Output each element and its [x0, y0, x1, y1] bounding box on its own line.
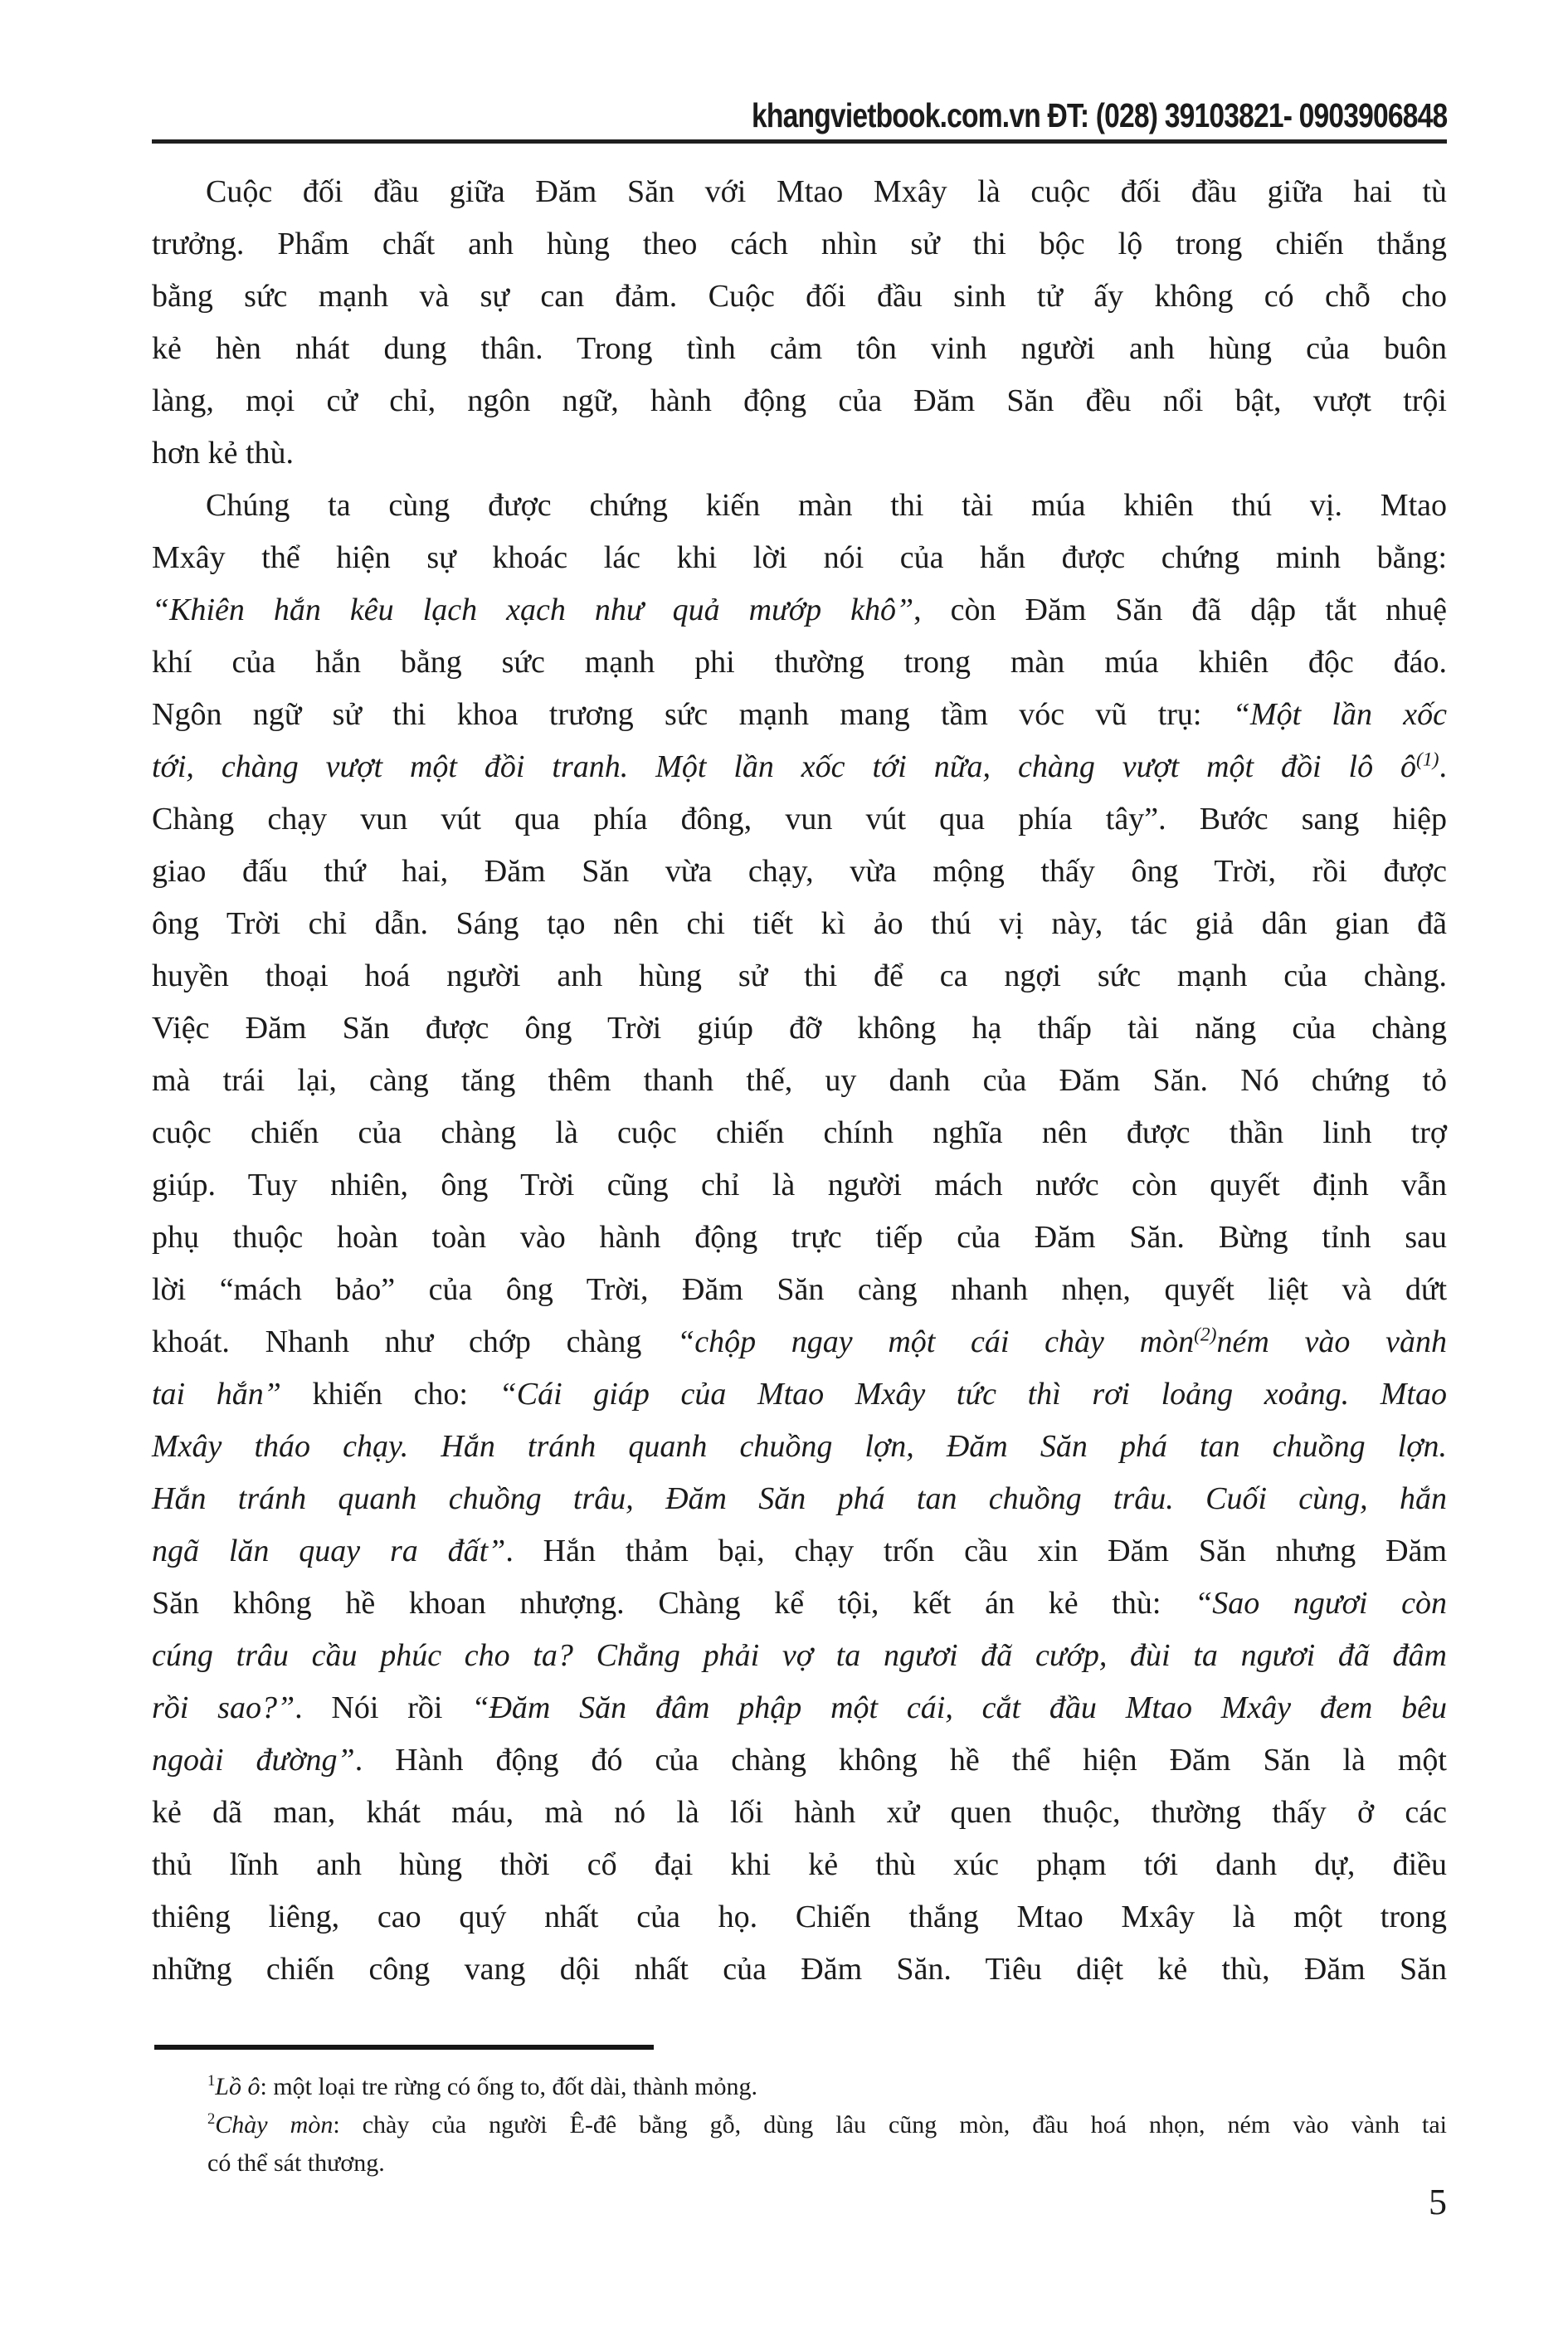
body-line — [152, 1578, 1447, 1630]
body-line — [152, 1212, 1447, 1264]
text-segment: Chúng ta cùng được chứng kiến màn thi tài múa khiên thú vị. Mtao — [206, 488, 1447, 523]
text-segment: tai hắn” — [152, 1377, 281, 1412]
text-segment: lời “mách bảo” của ông Trời, Đăm Săn càng nhanh nhẹn, quyết liệt và dứt — [152, 1272, 1447, 1307]
body-line — [152, 1055, 1447, 1107]
text-segment: . — [1439, 749, 1447, 784]
header-site-and-phone: khangvietbook.com.vn ĐT: (028) 39103821- 0903906848 — [751, 96, 1447, 134]
body-line — [152, 1839, 1447, 1891]
text-segment: Việc Đăm Săn được ông Trời giúp đỡ không hạ thấp tài năng của chàng — [152, 1011, 1447, 1046]
text-segment: , còn Đăm Săn đã dập tắt nhuệ — [913, 593, 1448, 627]
body-line — [152, 1682, 1447, 1734]
text-segment: làng, mọi cử chỉ, ngôn ngữ, hành động của Đăm Săn đều nổi bật, vượt trội — [152, 383, 1447, 418]
text-segment: có thể sát thương. — [207, 2149, 385, 2177]
body-line — [152, 218, 1447, 271]
text-segment: “Một lần xốc — [1232, 697, 1447, 732]
footnote-separator-rule — [154, 2045, 654, 2050]
text-segment: ông Trời chỉ dẫn. Sáng tạo nên chi tiết kì ảo thú vị này, tác giả dân gian đã — [152, 906, 1447, 941]
text-segment: Mxây tháo chạy. Hắn tránh quanh chuồng lợn, Đăm Săn phá tan chuồng lợn. — [152, 1429, 1447, 1464]
body-line — [152, 427, 1447, 480]
body-line — [152, 375, 1447, 427]
body-line — [152, 846, 1447, 898]
text-segment: Săn không hề khoan nhượng. Chàng kể tội, kết án kẻ thù: — [152, 1586, 1195, 1621]
text-segment: giúp. Tuy nhiên, ông Trời cũng chỉ là người mách nước còn quyết định vẫn — [152, 1168, 1447, 1202]
body-line — [152, 1368, 1447, 1421]
footnotes — [207, 2068, 1447, 2182]
body-line — [152, 1107, 1447, 1159]
text-segment: Lồ ô — [215, 2073, 261, 2100]
text-segment: : chày của người Ê-đê bằng gỗ, dùng lâu cũng mòn, đầu hoá nhọn, ném vào vành tai — [333, 2111, 1447, 2139]
text-segment: “chộp ngay một cái chày mòn — [677, 1324, 1195, 1359]
body-line — [152, 584, 1447, 636]
text-segment: : một loại tre rừng có ống to, đốt dài, thành mỏng. — [260, 2073, 757, 2100]
text-segment: tới, chàng vượt một đồi tranh. Một lần xốc tới nữa, chàng vượt một đồi lô ô — [152, 749, 1417, 784]
body-line — [152, 1734, 1447, 1787]
text-segment: hơn kẻ thù. — [152, 436, 295, 471]
text-segment: “Đăm Săn đâm phập một cái, cắt đầu Mtao Mxây đem bêu — [471, 1690, 1447, 1725]
header-rule — [152, 139, 1447, 144]
text-segment: bằng sức mạnh và sự can đảm. Cuộc đối đầu sinh tử ấy không có chỗ cho — [152, 279, 1447, 314]
footnote-line — [207, 2106, 1447, 2144]
text-segment: phụ thuộc hoàn toàn vào hành động trực tiếp của Đăm Săn. Bừng tỉnh sau — [152, 1220, 1447, 1255]
text-segment: cúng trâu cầu phúc cho ta? Chẳng phải vợ ta ngươi đã cướp, đùi ta ngươi đã đâm — [152, 1638, 1447, 1673]
body-text — [152, 166, 1447, 1996]
text-segment: . Nói rồi — [295, 1690, 472, 1725]
body-line — [152, 793, 1447, 846]
text-segment: kẻ dã man, khát máu, mà nó là lối hành xử quen thuộc, thường thấy ở các — [152, 1795, 1447, 1830]
body-line — [152, 1891, 1447, 1944]
text-segment: ngã lăn quay ra đất” — [152, 1534, 506, 1568]
text-segment: 2 — [207, 2110, 216, 2128]
body-line — [152, 898, 1447, 950]
body-line — [152, 166, 1447, 218]
text-segment: “Cái giáp của Mtao Mxây tức thì rơi loảng xoảng. Mtao — [499, 1377, 1447, 1412]
text-segment: (1) — [1416, 749, 1439, 771]
text-segment: mà trái lại, càng tăng thêm thanh thế, uy danh của Đăm Săn. Nó chứng tỏ — [152, 1063, 1447, 1098]
body-line — [152, 1264, 1447, 1316]
body-line — [152, 1002, 1447, 1055]
body-line — [152, 1421, 1447, 1473]
text-segment: thiêng liêng, cao quý nhất của họ. Chiến thắng Mtao Mxây là một trong — [152, 1900, 1447, 1934]
footnote-line — [207, 2068, 1447, 2106]
text-segment: huyền thoại hoá người anh hùng sử thi để ca ngợi sức mạnh của chàng. — [152, 958, 1447, 993]
page-number: 5 — [1429, 2182, 1447, 2222]
text-segment: rồi sao?” — [152, 1690, 295, 1725]
text-segment: “Khiên hắn kêu lạch xạch như quả mướp khô” — [152, 593, 914, 627]
text-segment: thủ lĩnh anh hùng thời cổ đại khi kẻ thù xúc phạm tới danh dự, điều — [152, 1847, 1447, 1882]
text-segment: những chiến công vang dội nhất của Đăm Săn. Tiêu diệt kẻ thù, Đăm Săn — [152, 1952, 1447, 1987]
body-line — [152, 636, 1447, 689]
text-segment: Mxây thể hiện sự khoác lác khi lời nói của hắn được chứng minh bằng: — [152, 540, 1447, 575]
body-line — [152, 1787, 1447, 1839]
body-line — [152, 741, 1447, 793]
footnote-line — [207, 2144, 1447, 2182]
text-segment: khiến cho: — [280, 1377, 499, 1412]
body-line — [152, 1944, 1447, 1996]
text-segment: cuộc chiến của chàng là cuộc chiến chính nghĩa nên được thần linh trợ — [152, 1115, 1447, 1150]
body-line — [152, 1473, 1447, 1525]
text-segment: Chày mòn — [215, 2111, 334, 2139]
body-line — [152, 532, 1447, 584]
body-line — [152, 950, 1447, 1002]
text-segment: Chàng chạy vun vút qua phía đông, vun vút qua phía tây”. Bước sang hiệp — [152, 802, 1447, 836]
text-segment: ném vào vành — [1216, 1324, 1447, 1359]
body-line — [152, 480, 1447, 532]
text-segment: 1 — [207, 2072, 216, 2090]
text-segment: kẻ hèn nhát dung thân. Trong tình cảm tôn vinh người anh hùng của buôn — [152, 331, 1447, 366]
body-line — [152, 1159, 1447, 1212]
text-segment: giao đấu thứ hai, Đăm Săn vừa chạy, vừa mộng thấy ông Trời, rồi được — [152, 854, 1447, 889]
text-segment: . Hắn thảm bại, chạy trốn cầu xin Đăm Săn nhưng Đăm — [505, 1534, 1448, 1568]
text-segment: Cuộc đối đầu giữa Đăm Săn với Mtao Mxây là cuộc đối đầu giữa hai tù — [206, 174, 1447, 209]
body-line — [152, 1316, 1447, 1368]
text-segment: khoát. Nhanh như chớp chàng — [152, 1324, 678, 1359]
text-segment: (2) — [1194, 1324, 1217, 1346]
text-segment: khí của hắn bằng sức mạnh phi thường trong màn múa khiên độc đáo. — [152, 645, 1447, 680]
text-segment: ngoài đường” — [152, 1743, 355, 1778]
body-line — [152, 689, 1447, 741]
body-line — [152, 1630, 1447, 1682]
text-segment: trưởng. Phẩm chất anh hùng theo cách nhìn sử thi bộc lộ trong chiến thắng — [152, 227, 1447, 261]
text-segment: . Hành động đó của chàng không hề thể hiện Đăm Săn là một — [354, 1743, 1447, 1778]
text-segment: “Sao ngươi còn — [1195, 1586, 1447, 1621]
body-line — [152, 271, 1447, 323]
text-segment: Ngôn ngữ sử thi khoa trương sức mạnh mang tầm vóc vũ trụ: — [152, 697, 1233, 732]
text-segment: Hắn tránh quanh chuồng trâu, Đăm Săn phá tan chuồng trâu. Cuối cùng, hắn — [152, 1481, 1447, 1516]
body-line — [152, 323, 1447, 375]
body-line — [152, 1525, 1447, 1578]
